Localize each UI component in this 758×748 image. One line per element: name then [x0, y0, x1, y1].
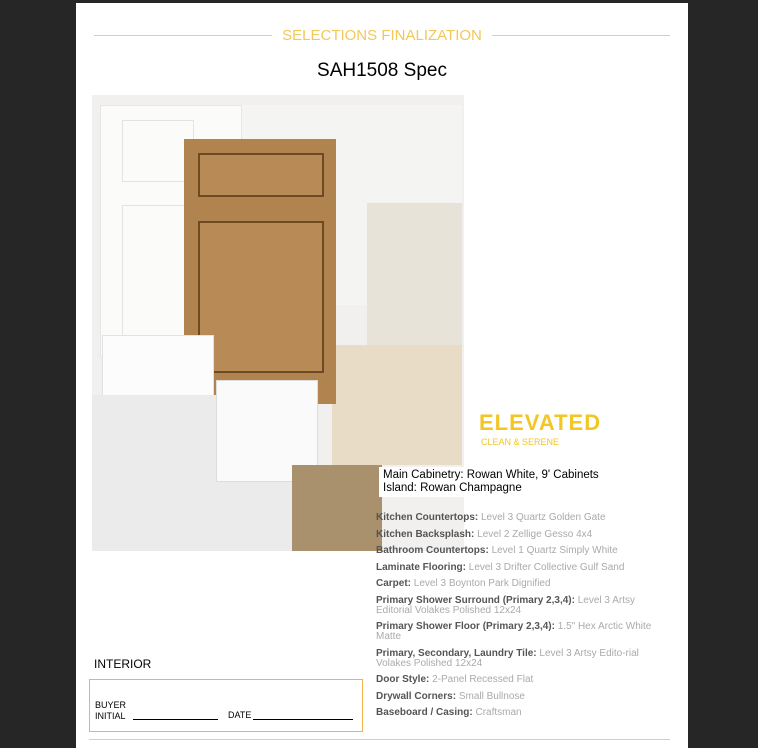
- bottom-divider: [89, 739, 670, 740]
- date-field[interactable]: [253, 719, 353, 720]
- section-title: SELECTIONS FINALIZATION: [282, 26, 482, 44]
- divider: [492, 35, 670, 36]
- cabinetry-info: [379, 467, 603, 497]
- spec-item: Primary Shower Floor (Primary 2,3,4): 1.5" Hex Arctic White Matte: [376, 621, 652, 642]
- divider: [94, 35, 272, 36]
- spec-item: Door Style: 2-Panel Recessed Flat: [376, 674, 534, 685]
- signoff-box: [89, 679, 363, 732]
- spec-item: Kitchen Backsplash: Level 2 Zellige Gesso 4x4: [376, 528, 593, 540]
- island-cabinetry: Island: Rowan Champagne: [383, 482, 522, 494]
- spec-item: Bathroom Countertops: Level 1 Quartz Simply White: [376, 545, 618, 556]
- date-label: DATE: [228, 710, 252, 720]
- interior-label: INTERIOR: [94, 657, 152, 671]
- spec-list: [376, 513, 666, 725]
- document-page: [76, 3, 688, 748]
- section-header: [94, 25, 670, 45]
- spec-item: Primary, Secondary, Laundry Tile: Level 3 Artsy Edito-rial Volakes Polished 12x24: [376, 647, 639, 669]
- spec-item: Baseboard / Casing: Craftsman: [376, 707, 522, 718]
- spec-item: Laminate Flooring: Level 3 Drifter Collective Gulf Sand: [376, 561, 625, 573]
- brand-tagline: CLEAN & SERENE: [481, 437, 560, 447]
- spec-item: Carpet: Level 3 Boynton Park Dignified: [376, 578, 551, 589]
- buyer-initial-label: BUYER INITIAL: [95, 700, 127, 721]
- spec-item: Drywall Corners: Small Bullnose: [376, 690, 525, 702]
- buyer-initial-field[interactable]: [133, 719, 218, 720]
- spec-item: Primary Shower Surround (Primary 2,3,4): Level 3 Artsy Editorial Volakes Polished 12x24: [376, 594, 635, 616]
- spec-item: Kitchen Countertops: Level 3 Quartz Golden Gate: [376, 512, 606, 523]
- brand-name: ELEVATED: [479, 410, 602, 435]
- page-title: SAH1508 Spec: [317, 60, 447, 81]
- main-cabinetry: Main Cabinetry: Rowan White, 9' Cabinets: [383, 469, 599, 481]
